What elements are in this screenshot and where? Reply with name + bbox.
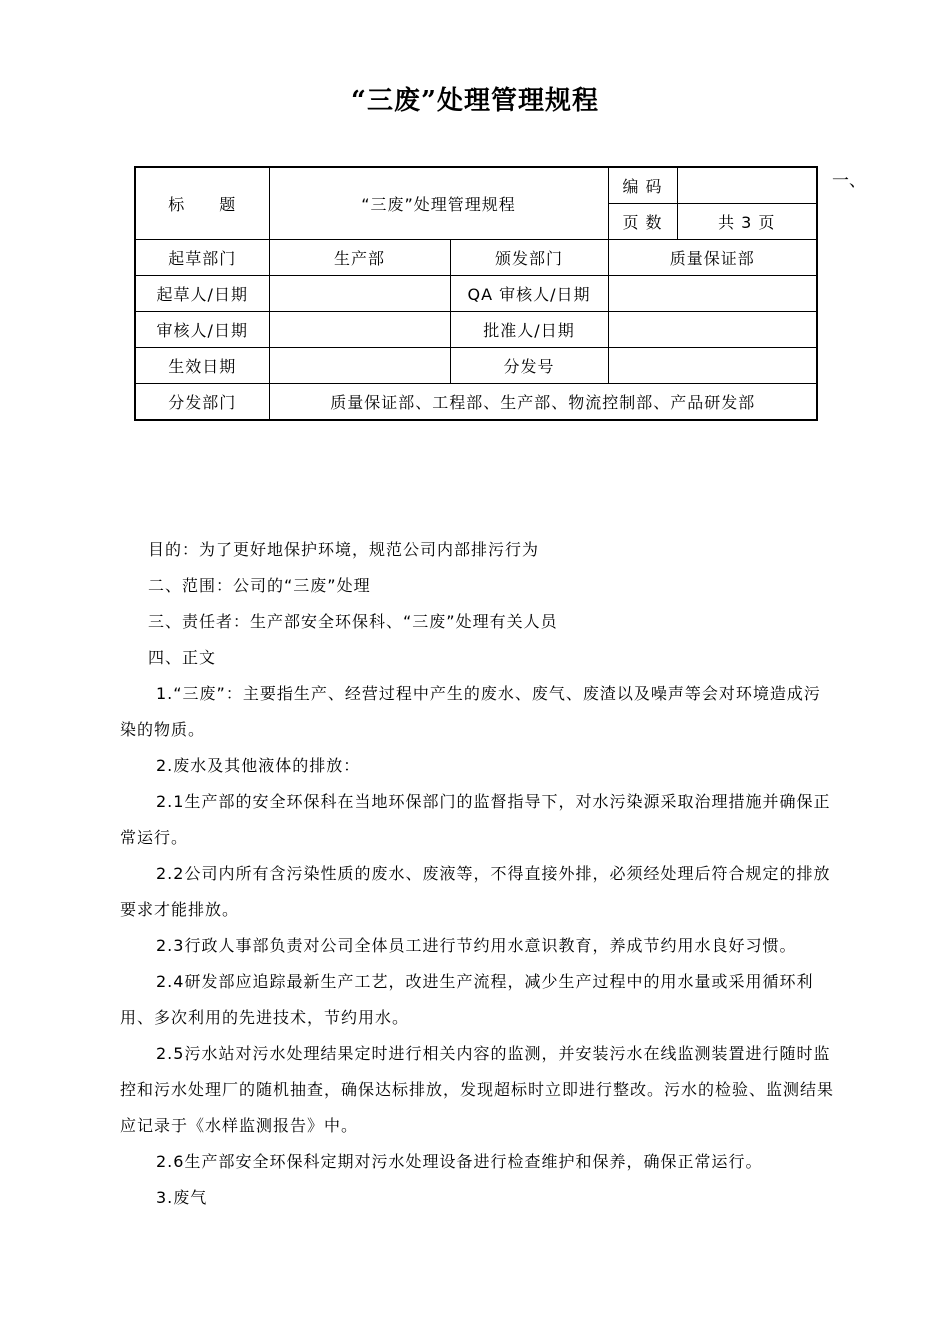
- scope-paragraph: 二、范围：公司的“三废”处理: [148, 576, 371, 595]
- paragraph-2-3: 2.3行政人事部负责对公司全体员工进行节约用水意识教育，养成节约用水良好习惯。: [156, 936, 797, 955]
- qa-reviewer-value: [608, 276, 817, 312]
- reviewer-value: [269, 312, 450, 348]
- drafter-label: 起草人/日期: [135, 276, 269, 312]
- code-value: [677, 167, 817, 204]
- draft-dept-label: 起草部门: [135, 240, 269, 276]
- drafter-value: [269, 276, 450, 312]
- paragraph-2: 2.废水及其他液体的排放：: [156, 756, 361, 775]
- approver-label: 批准人/日期: [450, 312, 608, 348]
- section-number-mark: 一、: [832, 171, 866, 191]
- table-row: [135, 240, 817, 276]
- distribution-no-value: [608, 348, 817, 384]
- table-row: [135, 384, 817, 421]
- title-value: “三废”处理管理规程: [269, 167, 608, 240]
- pages-value: 共 3 页: [677, 204, 817, 240]
- issue-dept-value: 质量保证部: [608, 240, 817, 276]
- effective-date-value: [269, 348, 450, 384]
- paragraph-2-6: 2.6生产部安全环保科定期对污水处理设备进行检查维护和保养，确保正常运行。: [156, 1152, 763, 1171]
- document-info-table: [134, 166, 818, 421]
- table-row: [135, 167, 817, 204]
- purpose-paragraph: 目的：为了更好地保护环境，规范公司内部排污行为: [148, 540, 540, 559]
- approver-value: [608, 312, 817, 348]
- draft-dept-value: 生产部: [269, 240, 450, 276]
- code-label: 编 码: [608, 167, 677, 204]
- distribution-dept-value: 质量保证部、工程部、生产部、物流控制部、产品研发部: [269, 384, 817, 421]
- table-row: [135, 348, 817, 384]
- main-text-heading: 四、正文: [148, 648, 217, 667]
- paragraph-2-2: 2.2公司内所有含污染性质的废水、废液等，不得直接外排，必须经处理后符合规定的排放要求才能排放。: [120, 864, 831, 919]
- table-row: [135, 276, 817, 312]
- distribution-dept-label: 分发部门: [135, 384, 269, 421]
- page-title: “三废”处理管理规程: [351, 86, 599, 116]
- responsible-paragraph: 三、责任者：生产部安全环保科、“三废”处理有关人员: [148, 612, 558, 631]
- paragraph-2-4: 2.4研发部应追踪最新生产工艺，改进生产流程，减少生产过程中的用水量或采用循环利用、多次利用的先进技术，节约用水。: [120, 972, 814, 1027]
- paragraph-2-1: 2.1生产部的安全环保科在当地环保部门的监督指导下，对水污染源采取治理措施并确保正常运行。: [120, 792, 831, 847]
- reviewer-label: 审核人/日期: [135, 312, 269, 348]
- paragraph-3: 3.废气: [156, 1188, 208, 1207]
- document-body: [120, 532, 834, 1216]
- qa-reviewer-label: QA 审核人/日期: [450, 276, 608, 312]
- distribution-no-label: 分发号: [450, 348, 608, 384]
- paragraph-2-5: 2.5污水站对污水处理结果定时进行相关内容的监测，并安装污水在线监测装置进行随时监控和污水处理厂的随机抽查，确保达标排放，发现超标时立即进行整改。污水的检验、监测结果应记录于《水样监测报告》中。: [120, 1044, 835, 1135]
- effective-date-label: 生效日期: [135, 348, 269, 384]
- issue-dept-label: 颁发部门: [450, 240, 608, 276]
- table-row: [135, 312, 817, 348]
- title-label: 标 题: [135, 167, 269, 240]
- pages-label: 页 数: [608, 204, 677, 240]
- paragraph-1: 1.“三废”：主要指生产、经营过程中产生的废水、废气、废渣以及噪声等会对环境造成污染的物质。: [120, 684, 821, 739]
